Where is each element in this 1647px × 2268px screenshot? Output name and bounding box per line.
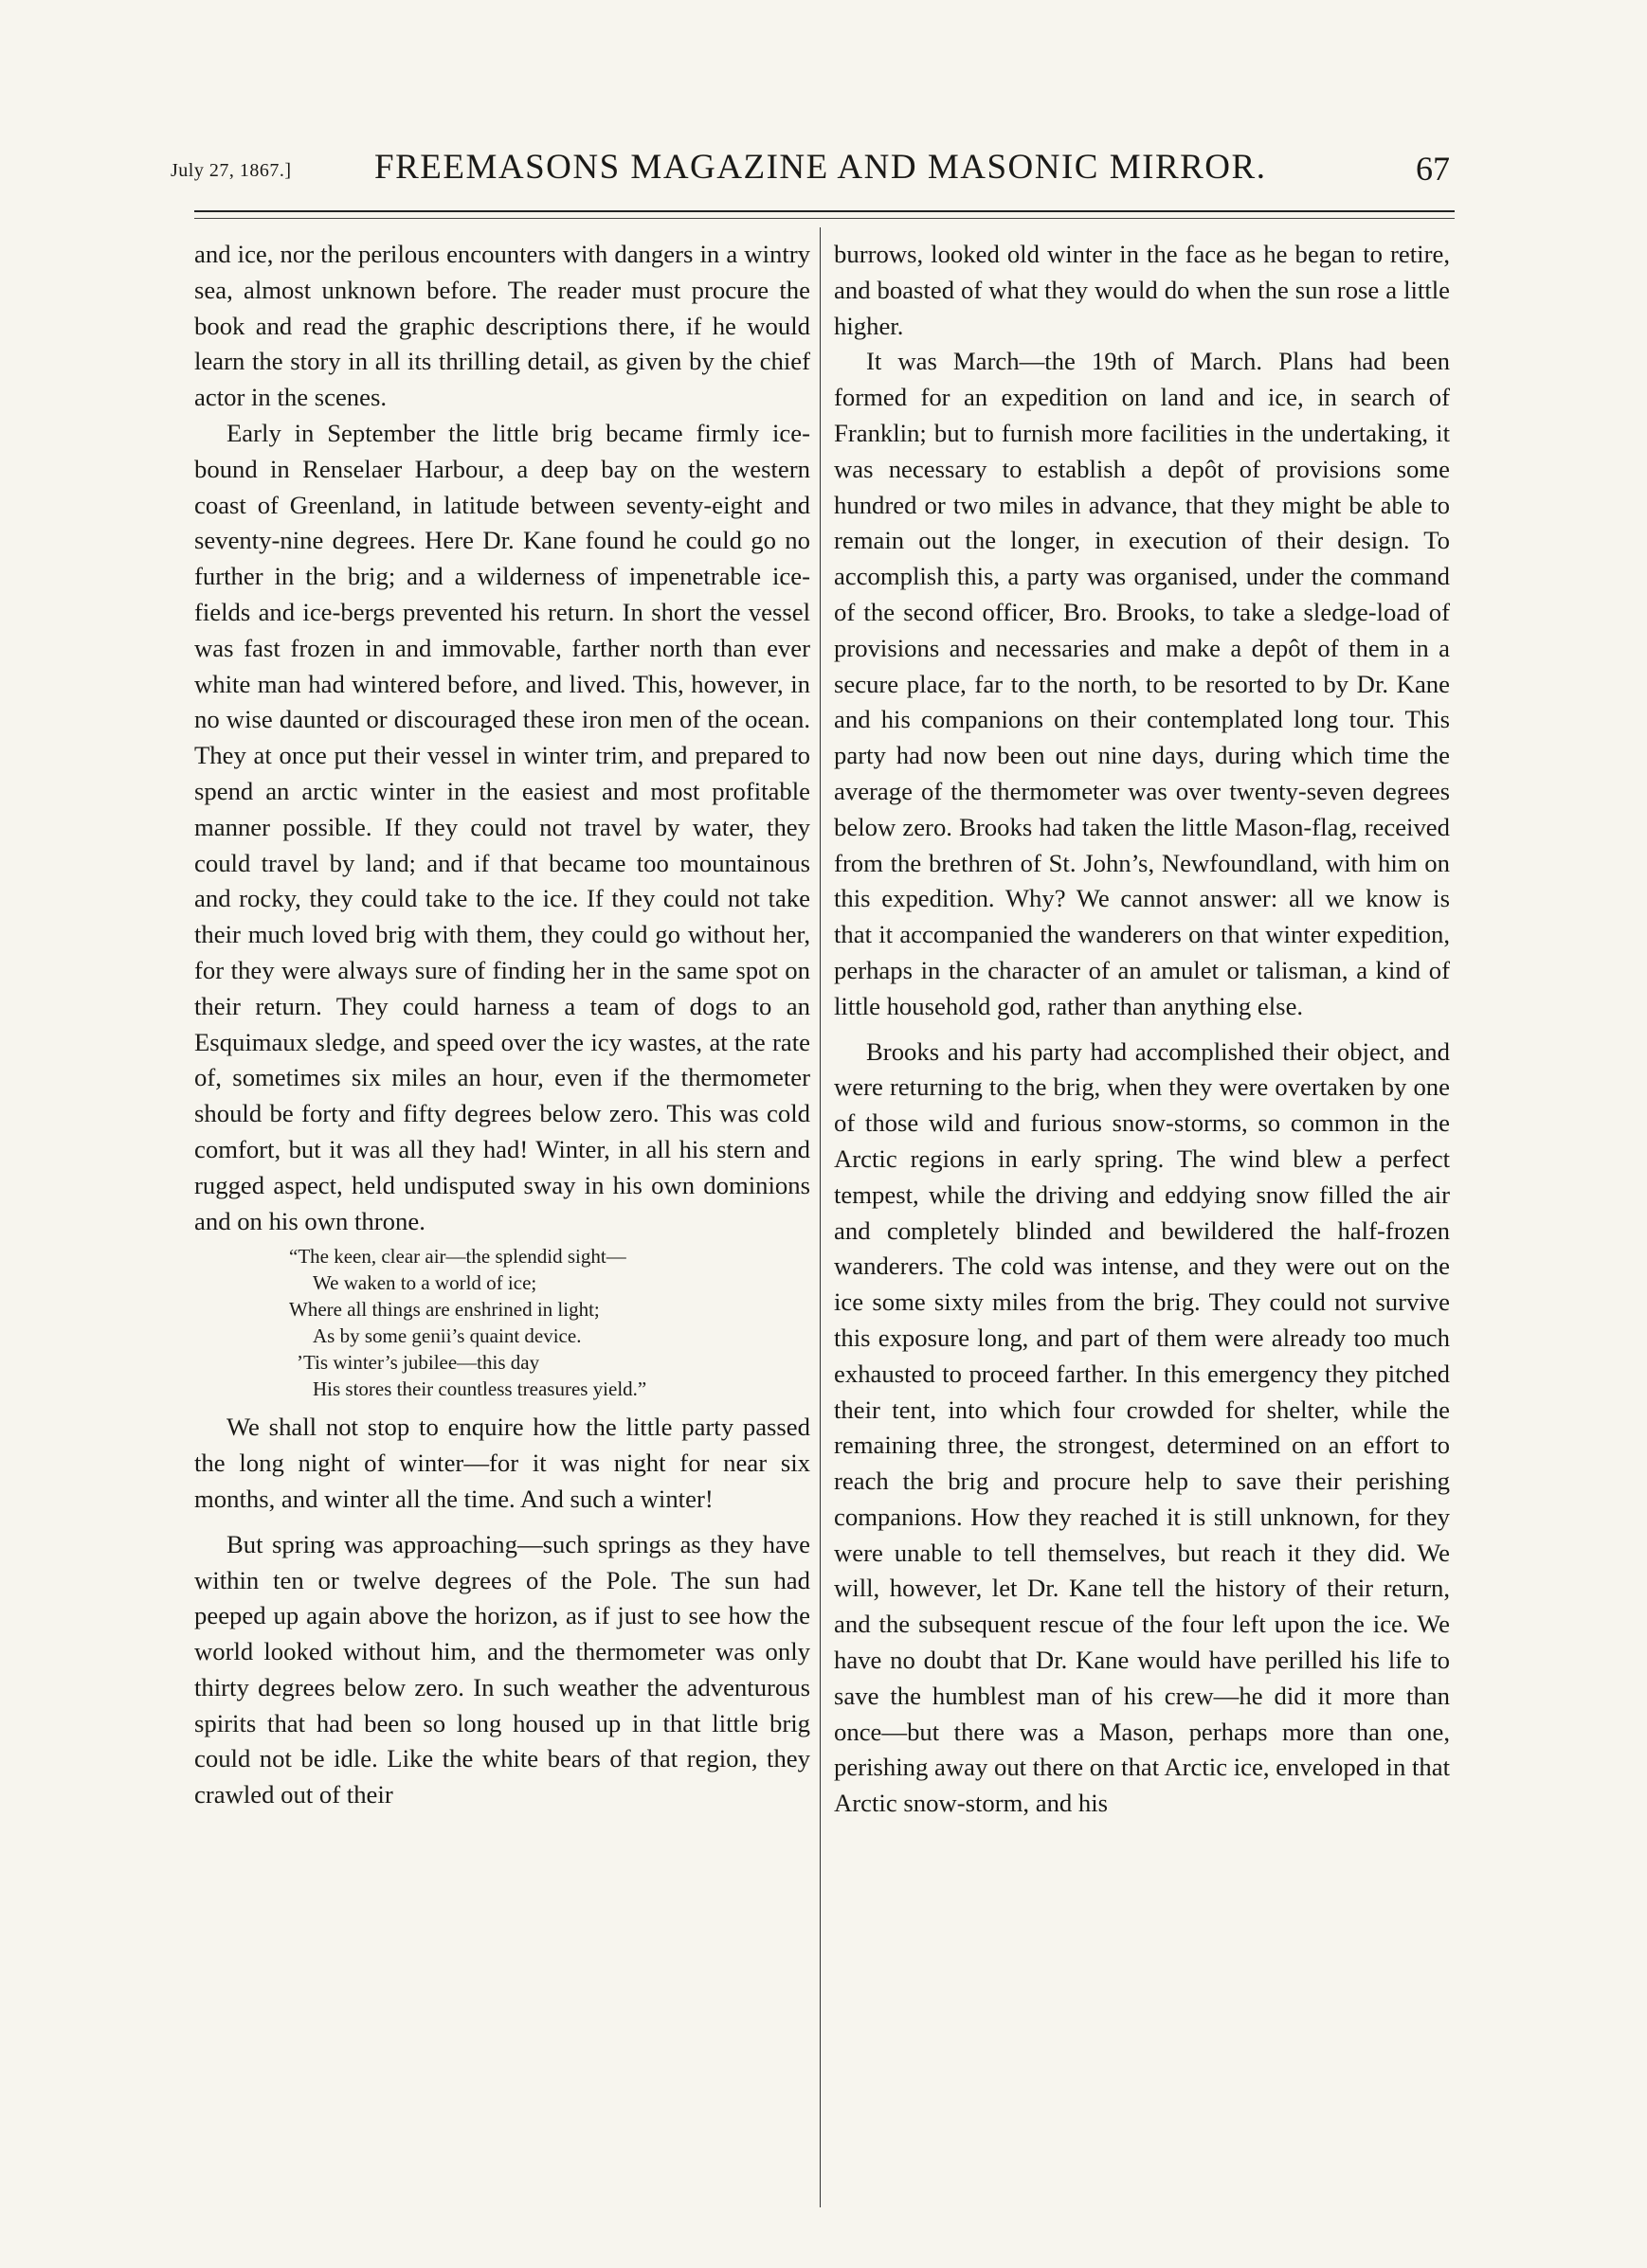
poem-line: We waken to a world of ice; — [313, 1271, 537, 1295]
header-date: July 27, 1867.] — [171, 160, 292, 181]
header-rule — [194, 210, 1455, 212]
paragraph: But spring was approaching—such springs as they have within ten or twelve degrees of the Pole. The sun had peeped up again above the horizon, as if just to see how the world looked without him, and the thermometer was only thirty degrees below zero. In such weather the adventurous spirits that had been so long housed up in that little brig could not be idle. Like the white bears of that region, they crawled out of their — [194, 1529, 810, 1809]
poem-quote — [194, 1243, 810, 1402]
paragraph: We shall not stop to enquire how the little party passed the long night of winter—for it was night for near six months, and winter all the time. And such a winter! — [194, 1413, 810, 1513]
left-column — [194, 237, 810, 1813]
column-divider — [820, 227, 821, 2207]
paragraph: Brooks and his party had accomplished their object, and were returning to the brig, when they were overtaken by one of those wild and furious snow-storms, so common in the Arctic regions in early spring. The wind blew a perfect tempest, while the driving and eddying snow filled the air and completely blinded and bewildered the half-frozen wanderers. The cold was intense, and they were out on the ice some sixty miles from the brig. They could not survive this exposure long, and part of them were already too much exhausted to proceed farther. In this emergency they pitched their tent, into which four crowded for shelter, while the remaining three, the strongest, determined on an effort to reach the brig and procure help to save their perishing companions. How they reached it is still unknown, for they were unable to tell themselves, but reach it they did. We will, however, let Dr. Kane tell the history of their return, and the subsequent rescue of the four left upon the ice. We have no doubt that Dr. Kane would have perilled his life to save the humblest man of his crew—he did it more than once—but there was a Mason, perhaps more than one, perishing away out there on that Arctic ice, enveloped in that Arctic snow-storm, and his — [834, 1036, 1450, 1818]
poem-line: His stores their countless treasures yield.” — [313, 1377, 647, 1401]
poem-line: “The keen, clear air—the splendid sight— — [289, 1245, 626, 1269]
page-number: 67 — [1416, 150, 1450, 188]
right-column — [834, 237, 1450, 1822]
poem-line: ’Tis winter’s jubilee—this day — [297, 1351, 540, 1375]
header-title: FREEMASONS MAGAZINE AND MASONIC MIRROR. — [374, 148, 1267, 187]
paragraph: burrows, looked old winter in the face as he began to retire, and boasted of what they would do when the sun rose a little higher. — [834, 240, 1450, 340]
paragraph: and ice, nor the perilous encounters with dangers in a wintry sea, almost unknown before. The reader must procure the book and read the graphic descriptions there, if he would learn the story in all its thrilling detail, as given by the chief actor in the scenes. — [194, 240, 810, 412]
poem-line: As by some genii’s quaint device. — [313, 1324, 582, 1348]
paragraph: Early in September the little brig became firmly ice-bound in Renselaer Harbour, a deep bay on the western coast of Greenland, in latitude between seventy-eight and seventy-nine degrees. Here Dr. Kane found he could go no further in the brig; and a wilderness of impenetrable ice-fields and ice-bergs prevented his return. In short the vessel was fast frozen in and immovable, farther north than ever white man had wintered before, and lived. This, however, in no wise daunted or discouraged these iron men of the ocean. They at once put their vessel in winter trim, and prepared to spend an arctic winter in the easiest and most profitable manner possible. If they could not travel by water, they could travel by land; and if that became too mountainous and rocky, they could take to the ice. If they could not take their much loved brig with them, they could go without her, for they were always sure of finding her in the same spot on their return. They could harness a team of dogs to an Esquimaux sledge, and speed over the icy wastes, at the rate of, sometimes six miles an hour, even if the thermometer should be forty and fifty degrees below zero. This was cold comfort, but it was all they had! Winter, in all his stern and rugged aspect, held undisputed sway in his own dominions and on his own throne. — [194, 418, 810, 1235]
poem-line: Where all things are enshrined in light; — [289, 1298, 600, 1322]
header-rule-thin — [194, 218, 1455, 219]
page-header — [171, 147, 1450, 204]
paragraph: It was March—the 19th of March. Plans had been formed for an expedition on land and ice, in search of Franklin; but to furnish more facilities in the undertaking, it was necessary to establish a depôt of provisions some hundred or two miles in advance, that they might be able to remain out the longer, in execution of their design. To accomplish this, a party was organised, under the command of the second officer, Bro. Brooks, to take a sledge-load of provisions and necessaries and make a depôt of them in a secure place, far to the north, to be resorted to by Dr. Kane and his companions on their contemplated long tour. This party had now been out nine days, during which time the average of the thermometer was over twenty-seven degrees below zero. Brooks had taken the little Mason-flag, received from the brethren of St. John’s, Newfoundland, with him on this expedition. Why? We cannot answer: all we know is that it accompanied the wanderers on that winter expedition, perhaps in the character of an amulet or talisman, a kind of little household god, rather than anything else. — [834, 347, 1450, 1020]
